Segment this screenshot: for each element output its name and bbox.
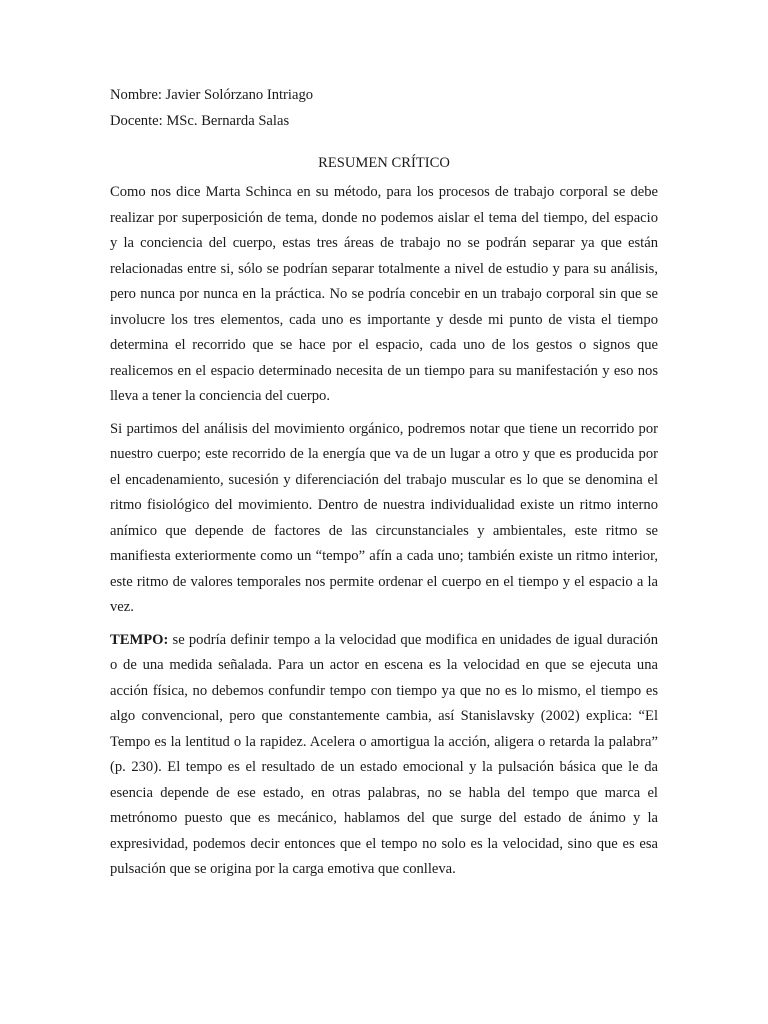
tempo-term: TEMPO:	[110, 631, 169, 648]
paragraph-2: Si partimos del análisis del movimiento orgánico, podremos notar que tiene un recorrido por nuestro cuerpo; este recorrido de la energía que va de un lugar a otro y que es producida por el encadenamiento, sucesión y diferenciación del trabajo muscular es lo que se denomina el ritmo fisiológico del movimiento. Dentro de nuestra individualidad existe un ritmo interno anímico que depende de factores de las circunstanciales y ambientales, este ritmo se manifiesta exteriormente como un “tempo” afín a cada uno; también existe un ritmo interior, este ritmo de valores temporales nos permite ordenar el cuerpo en el tiempo y el espacio a la vez.	[110, 420, 658, 615]
paragraph-tempo	[110, 628, 658, 883]
document-title: RESUMEN CRÍTICO	[318, 155, 450, 171]
student-name: Nombre: Javier Solórzano Intriago	[110, 87, 314, 103]
paragraph-1: Como nos dice Marta Schinca en su método, para los procesos de trabajo corporal se debe realizar por superposición de tema, donde no podemos aislar el tema del tiempo, del espacio y la conciencia del cuerpo, estas tres áreas de trabajo no se podrán separar ya que están relacionadas entre si, sólo se podrían separar totalmente a nivel de estudio y para su análisis, pero nunca por nunca en la práctica. No se podría concebir en un trabajo corporal sin que se involucre los tres elementos, cada uno es importante y desde mi punto de vista el tiempo determina el recorrido que se hace por el espacio, cada uno de los gestos o signos que realicemos en el espacio determinado necesita de un tiempo para su manifestación y eso nos lleva a tener la conciencia del cuerpo.	[110, 184, 658, 404]
tempo-definition: se podría definir tempo a la velocidad que modifica en unidades de igual duración o de una medida señalada. Para un actor en escena es la velocidad en que se ejecuta una acción física, no debemos confundir tempo con tiempo ya que no es lo mismo, el tiempo es algo convencional, pero que constantemente cambia, así Stanislavsky (2002) explica: “El Tempo es la lentitud o la rapidez. Acelera o amortigua la acción, aligera o retarda la palabra” (p. 230). El tempo es el resultado de un estado emocional y la pulsación básica que le da esencia depende de ese estado, en otras palabras, no se habla del tempo que marca el metrónomo puesto que es mecánico, hablamos del que surge del estado de ánimo y la expresividad, podemos decir entonces que el tempo no solo es la velocidad, sino que es esa pulsación que se origina por la carga emotiva que conlleva.	[110, 631, 658, 877]
document-body	[110, 84, 658, 890]
teacher-name: Docente: MSc. Bernarda Salas	[110, 113, 290, 129]
